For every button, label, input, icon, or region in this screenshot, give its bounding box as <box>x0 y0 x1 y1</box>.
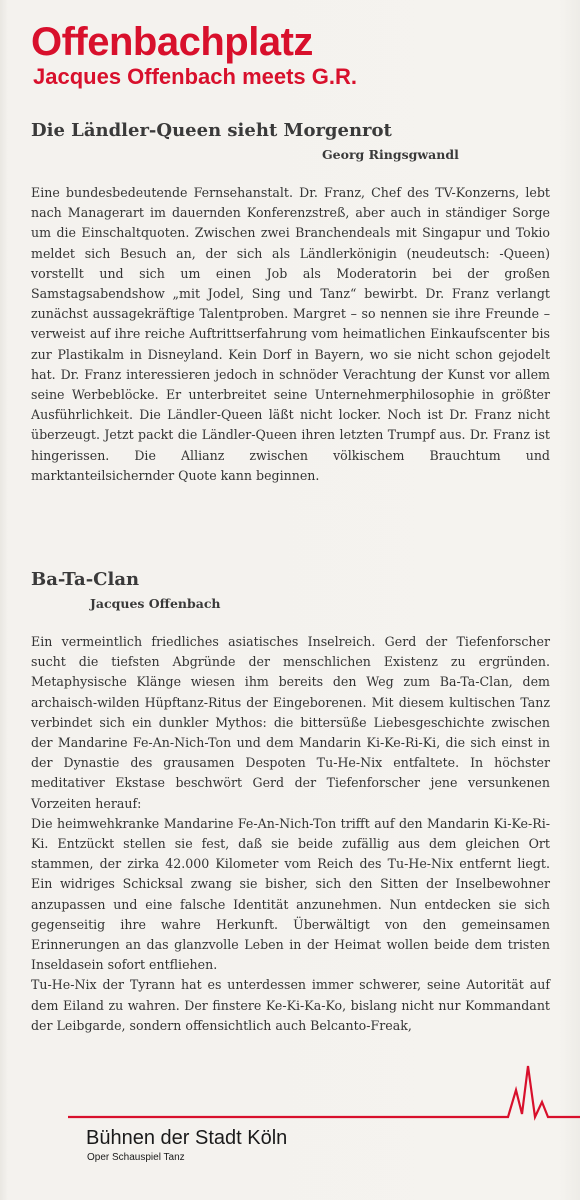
piece-author-offenbach: Jacques Offenbach <box>90 596 221 611</box>
piece-title-laendler-queen: Die Ländler-Queen sieht Morgenrot <box>31 120 392 141</box>
synopsis-paragraph: Die heimwehkranke Mandarine Fe-An-Nich-Ton trifft auf den Mandarin Ki-Ke-Ri-Ki. Entzückt stellen sie fest, daß sie beide zufällig aus dem gleichen Ort stammen, der zirka 42.000 Kilometer vom Reich des Tu-He-Nix entfernt liegt. Ein widriges Schicksal zwang sie bisher, sich den Sitten der Inselbewohner anzupassen und eine falsche Identität anzunehmen. Nun entdecken sie sich gegenseitig ihre wahre Herkunft. Überwältigt von den gemeinsamen Erinnerungen an das glanzvolle Leben in der Heimat wollen beide dem tristen Inseldasein sofort entfliehen. <box>31 815 550 973</box>
piece-author-ringsgwandl: Georg Ringsgwandl <box>322 147 459 162</box>
synopsis-paragraph: Tu-He-Nix der Tyrann hat es unterdessen immer schwerer, seine Autorität auf dem Eiland zu wahren. Der finstere Ke-Ki-Ka-Ko, bislang nicht nur Kommandant der Leibgarde, sondern offensichtlich auch Belcanto-Freak, <box>31 977 550 1033</box>
synopsis-laendler-queen <box>31 183 550 486</box>
synopsis-paragraph: Eine bundesbedeutende Fernsehanstalt. Dr. Franz, Chef des TV-Konzerns, lebt nach Managerart im dauernden Konferenzstreß, aber auch in ständiger Sorge um die Einschaltquoten. Zwischen zwei Branchendeals mit Singapur und Tokio meldet sich Besuch an, der sich als Ländlerkönigin (neudeutsch: -Queen) vorstellt und sich um einen Job als Moderatorin bei der großen Samstagsabendshow „mit Jodel, Sing und Tanz“ bewirbt. Dr. Franz verlangt zunächst aussagekräftige Talentproben. Margret – so nennen sie ihre Freunde – verweist auf ihre reiche Auftrittserfahrung vom heimatlichen Einkaufscenter bis zur Plastikalm in Disneyland. Kein Dorf in Bayern, wo sie nicht schon gejodelt hat. Dr. Franz interessieren jedoch in schnöder Verachtung der Kunst vor allem seine Werbeblöcke. Er unterbreitet seine Unternehmerphilosophie in größter Ausführlichkeit. Die Ländler-Queen läßt nicht locker. Noch ist Dr. Franz nicht überzeugt. Jetzt packt die Ländler-Queen ihren letzten Trumpf aus. Dr. Franz ist hingerissen. Die Allianz zwischen völkischem Brauchtum und marktanteilsichernder Quote kann beginnen. <box>31 185 550 483</box>
footer-theatre-name: Bühnen der Stadt Köln <box>86 1127 288 1149</box>
synopsis-ba-ta-clan <box>31 632 550 1036</box>
synopsis-paragraph: Ein vermeintlich friedliches asiatisches Inselreich. Gerd der Tiefenforscher sucht die tiefsten Abgründe der menschlichen Existenz zu ergründen. Metaphysische Klänge wiesen ihm bereits den Weg zum Ba-Ta-Clan, dem archaisch-wilden Hüpftanz-Ritus der Eingeborenen. Mit diesem kultischen Tanz verbindet sich ein dunkler Mythos: die bittersüße Liebesgeschichte zwischen der Mandarine Fe-An-Nich-Ton und dem Mandarin Ki-Ke-Ri-Ki, die sich einst in der Dynastie des grausamen Despoten Tu-He-Nix entfaltete. In höchster meditativer Ekstase beschwört Gerd der Tiefenforscher jene versunkenen Vorzeiten herauf: <box>31 634 550 811</box>
heartbeat-line-icon <box>0 1062 580 1122</box>
page-subtitle: Jacques Offenbach meets G.R. <box>33 64 357 89</box>
piece-title-ba-ta-clan: Ba-Ta-Clan <box>31 569 140 590</box>
page-title: Offenbachplatz <box>31 20 313 64</box>
footer-divisions: Oper Schauspiel Tanz <box>87 1152 185 1163</box>
